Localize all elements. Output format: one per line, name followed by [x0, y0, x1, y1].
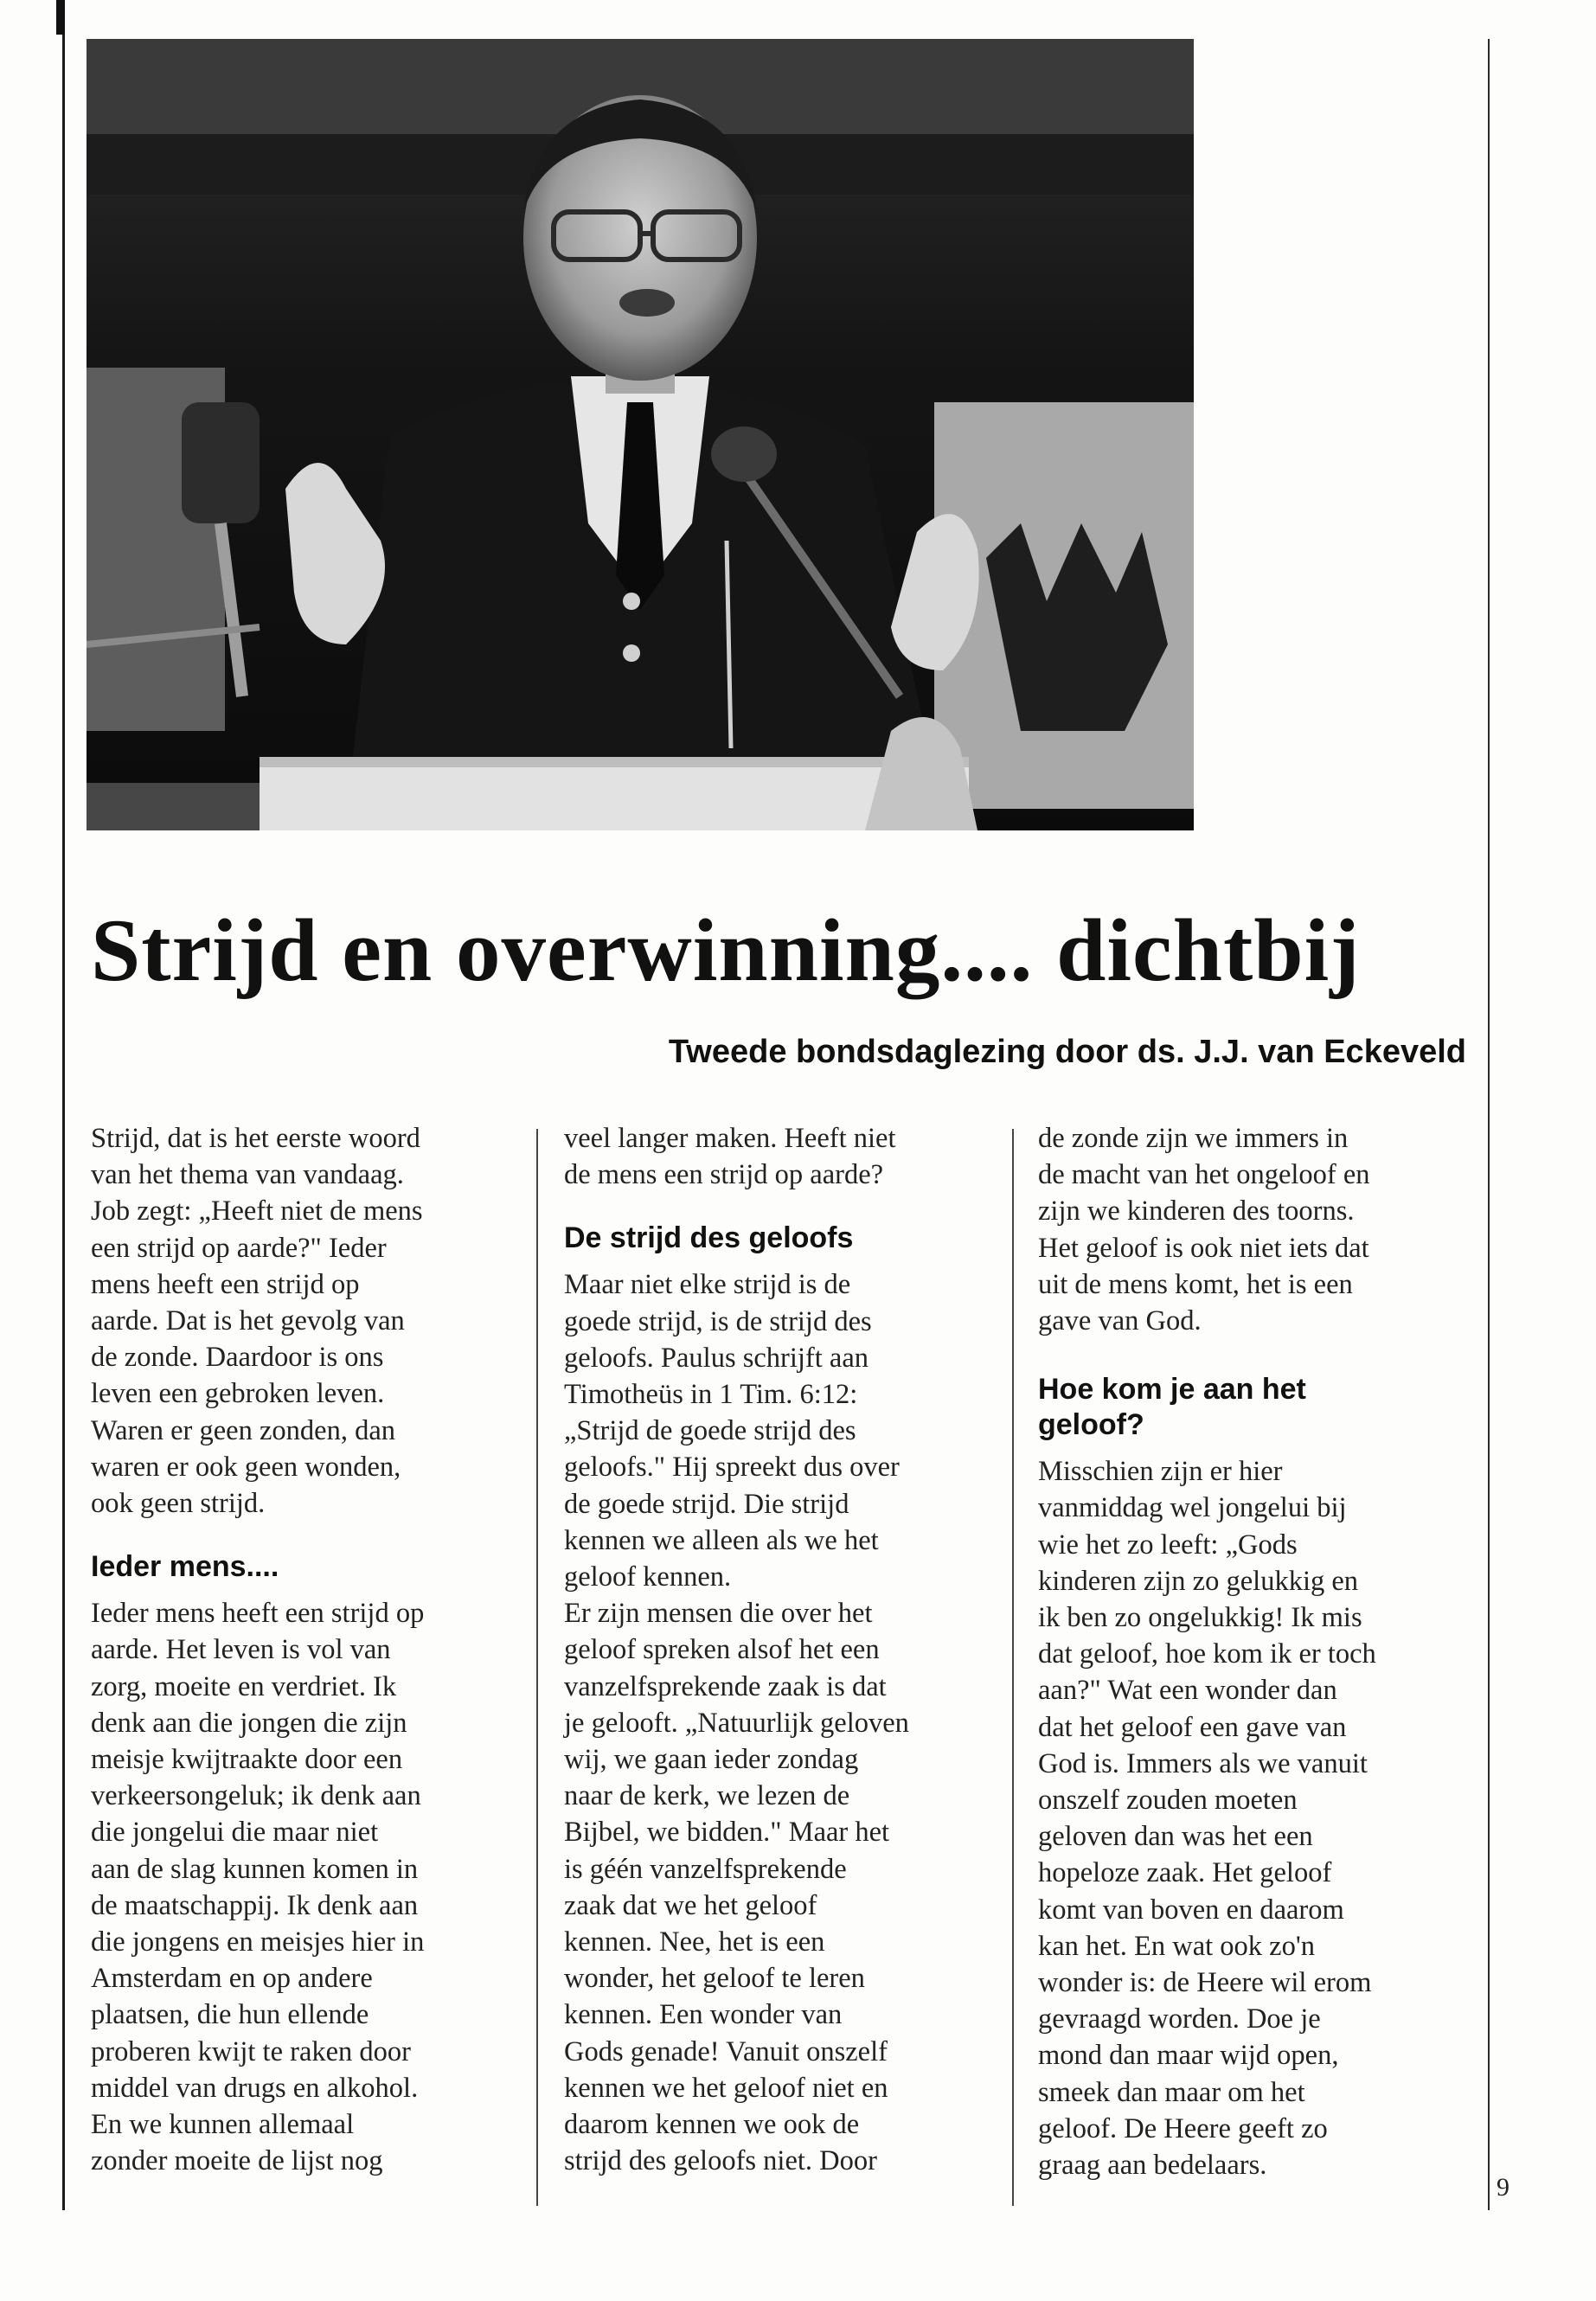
- article-subtitle: Tweede bondsdaglezing door ds. J.J. van Eckeveld: [668, 1034, 1466, 1070]
- section-heading: De strijd des geloofs: [564, 1221, 854, 1255]
- left-border-cap: [56, 0, 65, 35]
- paragraph: de zonde zijn we immers in de macht van het ongeloof en zijn we kinderen des toorns. Het geloof is ook niet iets dat uit de mens komt, het is een gave van God.: [1038, 1123, 1370, 1337]
- paragraph: Misschien zijn er hier vanmiddag wel jongelui bij wie het zo leeft: „Gods kinderen zijn zo gelukkig en ik ben zo ongelukkig! Ik mis dat geloof, hoe kom ik er toch aan?" Wat een wonder dan dat het geloof een gave van God is. Immers als we vanuit onszelf zouden moeten geloven dan was het een hopeloze zaak. Het geloof komt van boven en daarom kan het. En wat ook zo'n wonder is: de Heere wil erom gevraagd worden. Doe je mond dan maar wijd open, smeek dan maar om het geloof. De Heere geeft zo graag aan bedelaars.: [1038, 1456, 1376, 2182]
- speaker-photo: [87, 39, 1194, 830]
- column-1: [91, 1120, 523, 2179]
- section-heading: Hoe kom je aan het geloof?: [1038, 1373, 1306, 1442]
- article-title: Strijd en overwinning.... dichtbij: [91, 901, 1361, 1000]
- paragraph: veel langer maken. Heeft niet de mens een strijd op aarde?: [564, 1123, 896, 1191]
- column-3: [1038, 1120, 1479, 2183]
- right-border-rule: [1488, 39, 1490, 2210]
- paragraph: Maar niet elke strijd is de goede strijd, is de strijd des geloofs. Paulus schrijft aan Timotheüs in 1 Tim. 6:12: „Strijd de goede strijd des geloofs." Hij spreekt dus over de goede strijd. Die strijd kennen we alleen als we het geloof kennen. Er zijn mensen die over het geloof spreken alsof het een vanzelfsprekende zaak is dat je gelooft. „Natuurlijk geloven wij, we gaan ieder zondag naar de kerk, we lezen de Bijbel, we bidden." Maar het is géén vanzelfsprekende zaak dat we het geloof kennen. Nee, het is een wonder, het geloof te leren kennen. Een wonder van Gods genade! Vanuit onszelf kennen we het geloof niet en daarom kennen we ook de strijd des geloofs niet. Door: [564, 1269, 909, 2177]
- left-border-rule: [62, 0, 65, 2210]
- column-divider-1: [536, 1129, 538, 2206]
- speaker-photo-icon: [87, 39, 1194, 830]
- page-number: 9: [1497, 2173, 1509, 2202]
- paragraph: Strijd, dat is het eerste woord van het thema van vandaag. Job zegt: „Heeft niet de mens een strijd op aarde?" Ieder mens heeft een strijd op aarde. Dat is het gevolg van de zonde. Daardoor is ons leven een gebroken leven. Waren er geen zonden, dan waren er ook geen wonden, ook geen strijd.: [91, 1123, 423, 1520]
- section-heading: Ieder mens....: [91, 1550, 279, 1584]
- paragraph: Ieder mens heeft een strijd op aarde. Het leven is vol van zorg, moeite en verdriet. Ik denk aan die jongen die zijn meisje kwijtraakte door een verkeersongeluk; ik denk aan die jongelui die maar niet aan de slag kunnen komen in de maatschappij. Ik denk aan die jongens en meisjes hier in Amsterdam en op andere plaatsen, die hun ellende proberen kwijt te raken door middel van drugs en alkohol. En we kunnen allemaal zonder moeite de lijst nog: [91, 1598, 425, 2177]
- column-2: [564, 1120, 997, 2179]
- column-divider-2: [1012, 1129, 1014, 2206]
